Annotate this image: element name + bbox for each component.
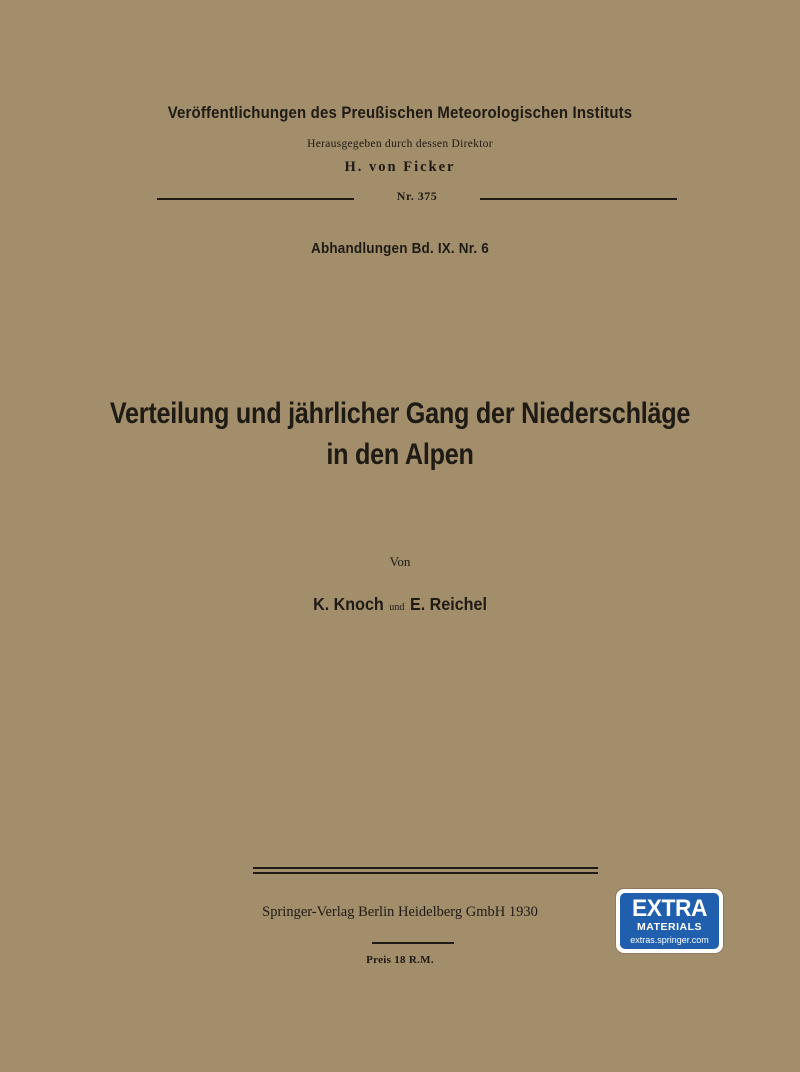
price-line: Preis 18 R.M. [366, 954, 434, 966]
authors [32, 594, 768, 615]
conjunction: und [389, 601, 405, 613]
double-rule-bottom [253, 872, 598, 874]
title-line-1: Verteilung und jährlicher Gang der Niederschläge [109, 397, 691, 430]
extra-subtitle: MATERIALS [637, 921, 702, 933]
extra-materials-badge-inner [620, 893, 719, 949]
by-label: Von [389, 554, 411, 569]
author-1: K. Knoch [313, 594, 384, 614]
book-title [64, 393, 736, 475]
editor-name: H. von Ficker [344, 159, 456, 175]
volume-line: Abhandlungen Bd. IX. Nr. 6 [311, 240, 489, 257]
left-rule [157, 198, 354, 200]
short-rule [372, 942, 454, 944]
publisher-line: Springer-Verlag Berlin Heidelberg GmbH 1930 [262, 904, 538, 920]
author-2: E. Reichel [409, 594, 487, 614]
extra-word: EXTRA [632, 895, 707, 922]
number-rule-row [157, 189, 677, 207]
publication-number: Nr. 375 [396, 189, 438, 203]
series-title: Veröffentlichungen des Preußischen Meteorologischen Instituts [167, 103, 633, 122]
right-rule [480, 198, 677, 200]
extra-materials-badge[interactable] [616, 889, 723, 953]
double-rule-top [253, 867, 598, 869]
title-line-2: in den Alpen [326, 438, 474, 471]
extra-url: extras.springer.com [630, 935, 709, 945]
editor-line: Herausgegeben durch dessen Direktor [307, 138, 493, 150]
